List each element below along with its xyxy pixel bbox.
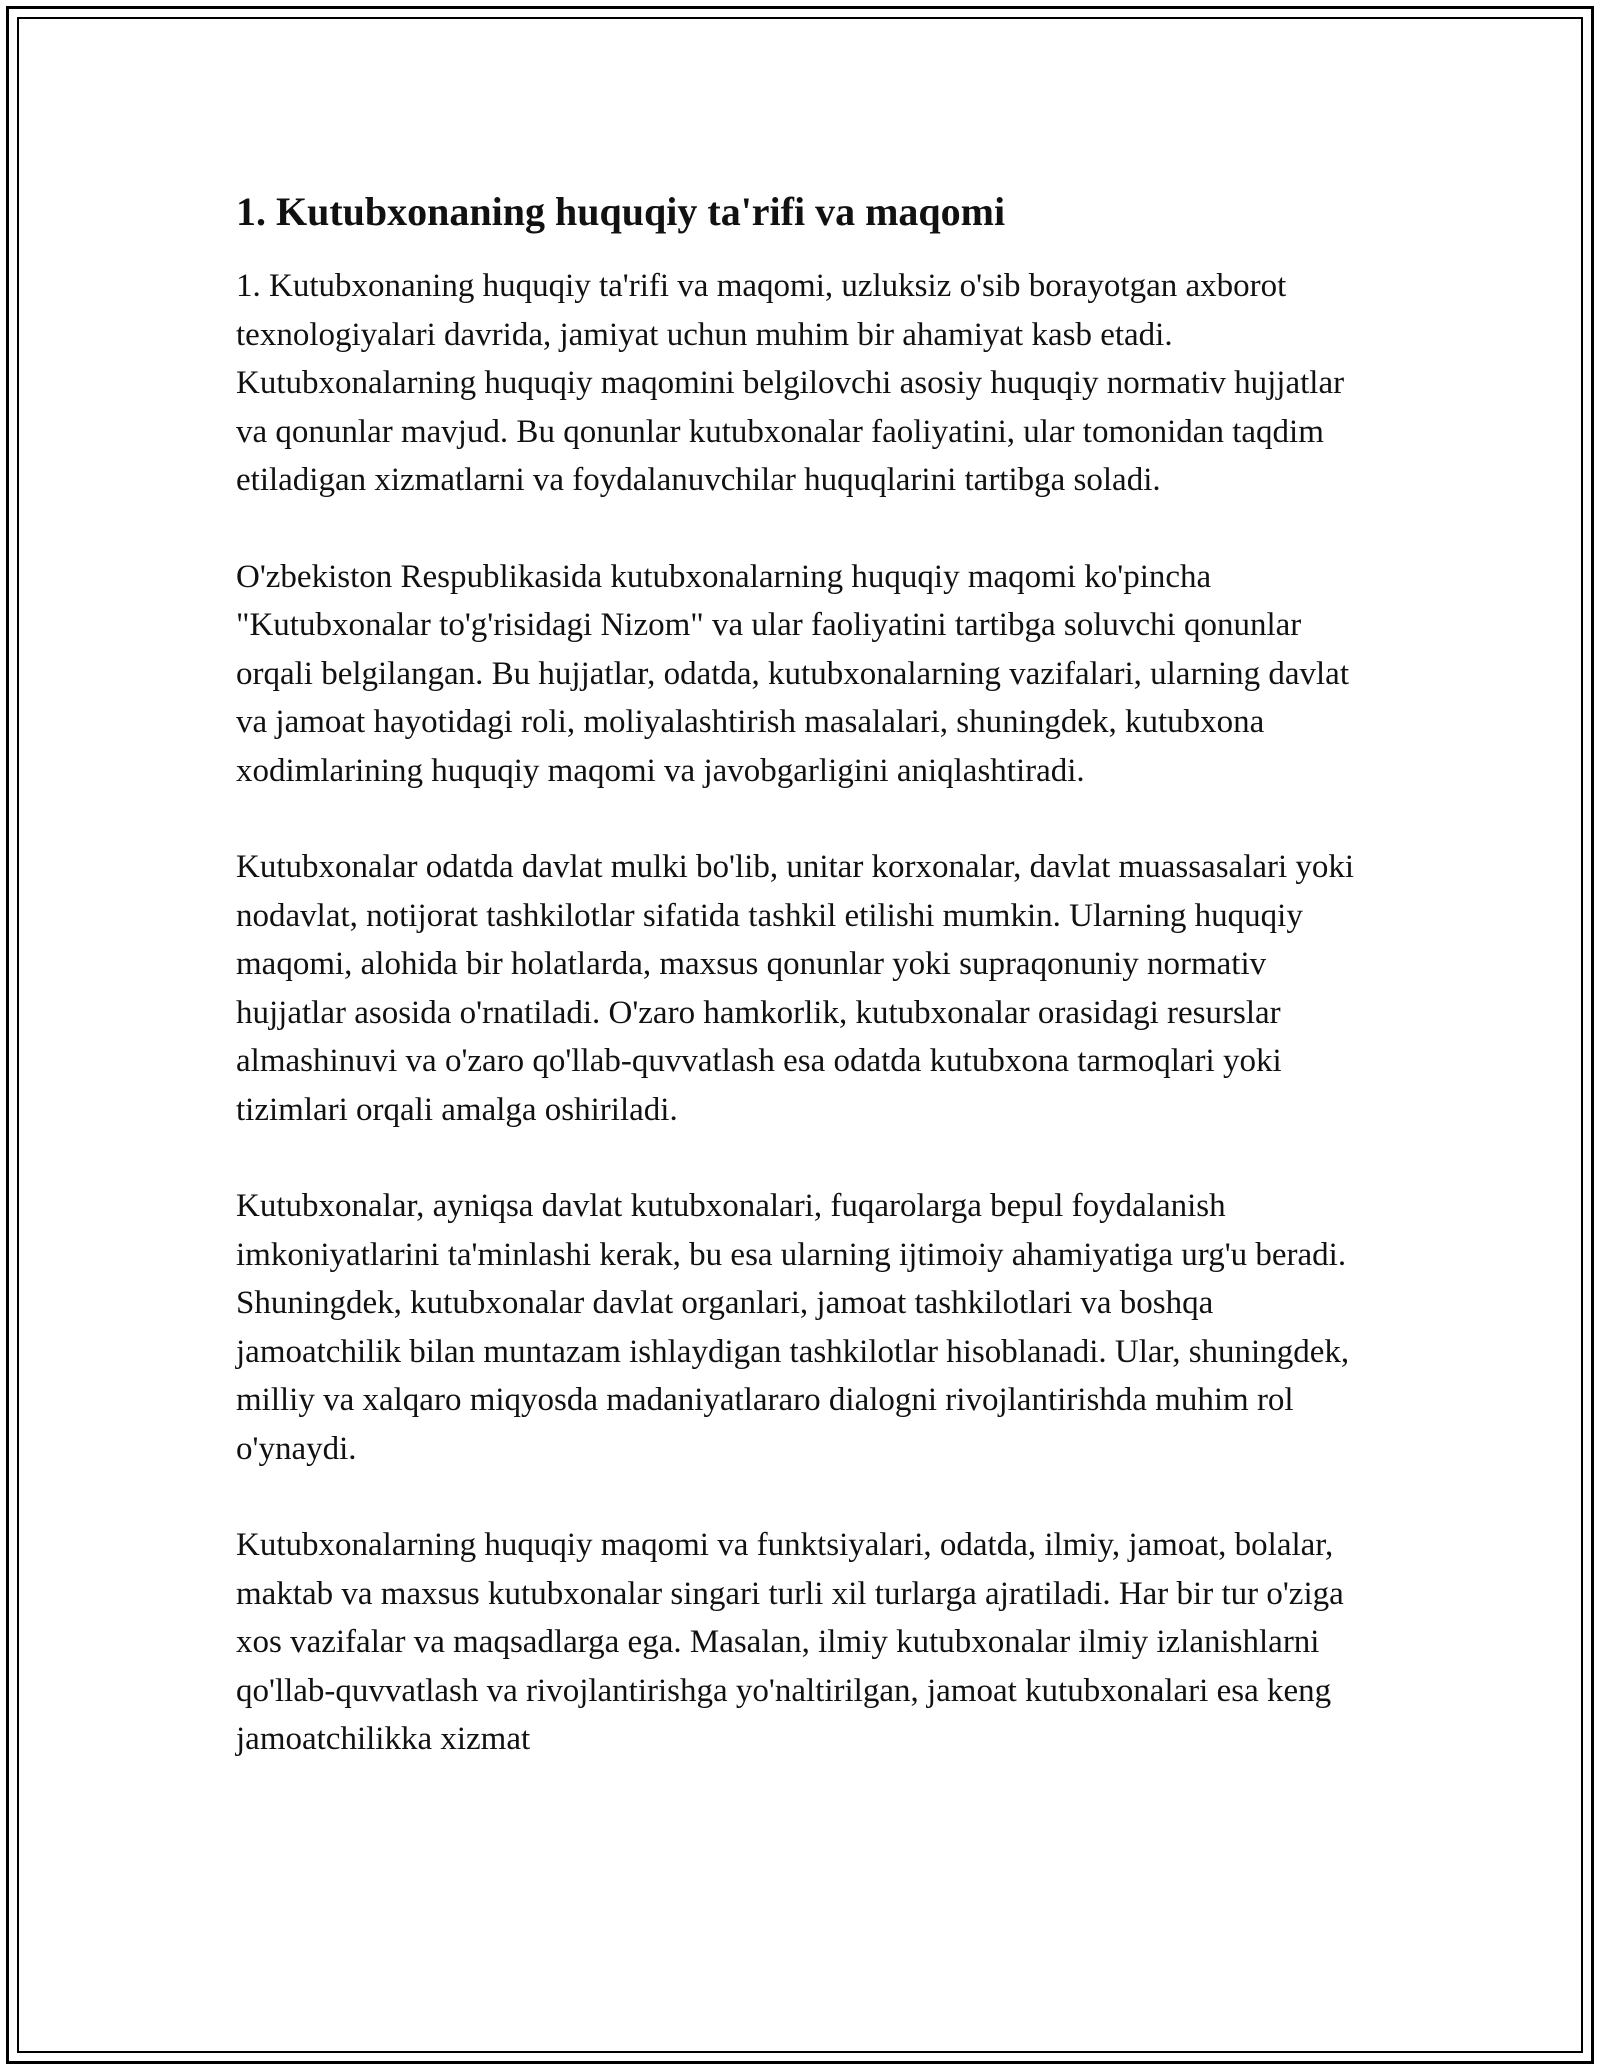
paragraph-1: 1. Kutubxonaning huquqiy ta'rifi va maqomi, uzluksiz o'sib borayotgan axborot texnologiyalari davrida, jamiyat uchun muhim bir ahamiyat kasb etadi. Kutubxonalarning huquqiy maqomini belgilovchi asosiy huquqiy normativ hujjatlar va qonunlar mavjud. Bu qonunlar kutubxonalar faoliyatini, ular tomonidan taqdim etiladigan xizmatlarni va foydalanuvchilar huquqlarini tartibga soladi. xyxy=(236,268,1345,498)
paragraph-3: Kutubxonalar odatda davlat mulki bo'lib, unitar korxonalar, davlat muassasalari yoki nodavlat, notijorat tashkilotlar sifatida tashkil etilishi mumkin. Ularning huquqiy maqomi, alohida bir holatlarda, maxsus qonunlar yoki supraqonuniy normativ hujjatlar asosida o'rnatiladi. O'zaro hamkorlik, kutubxonalar orasidagi resurslar almashinuvi va o'zaro qo'llab-quvvatlash esa odatda kutubxona tarmoqlari yoki tizimlari orqali amalga oshiriladi. xyxy=(236,849,1355,1128)
paragraph-5: Kutubxonalarning huquqiy maqomi va funktsiyalari, odatda, ilmiy, jamoat, bolalar, maktab va maxsus kutubxonalar singari turli xil turlarga ajratiladi. Har bir tur o'ziga xos vazifalar va maqsadlarga ega. Masalan, ilmiy kutubxonalar ilmiy izlanishlarni qo'llab-quvvatlash va rivojlantirishga yo'naltirilgan, jamoat kutubxonalari esa keng jamoatchilikka xizmat xyxy=(236,1527,1344,1757)
paragraph-4: Kutubxonalar, ayniqsa davlat kutubxonalari, fuqarolarga bepul foydalanish imkoniyatlarini ta'minlashi kerak, bu esa ularning ijtimoiy ahamiyatiga urg'u beradi. Shuningdek, kutubxonalar davlat organlari, jamoat tashkilotlari va boshqa jamoatchilik bilan muntazam ishlaydigan tashkilotlar hisoblanadi. Ular, shuningdek, milliy va xalqaro miqyosda madaniyatlararo dialogni rivojlantirishda muhim rol o'ynaydi. xyxy=(236,1188,1350,1467)
section-heading: 1. Kutubxonaning huquqiy ta'rifi va maqomi xyxy=(236,189,1006,234)
document-body xyxy=(236,184,1372,1812)
paragraph-2: O'zbekiston Respublikasida kutubxonalarning huquqiy maqomi ko'pincha "Kutubxonalar to'g'risidagi Nizom" va ular faoliyatini tartibga soluvchi qonunlar orqali belgilangan. Bu hujjatlar, odatda, kutubxonalarning vazifalari, ularning davlat va jamoat hayotidagi roli, moliyalashtirish masalalari, shuningdek, kutubxona xodimlarining huquqiy maqomi va javobgarligini aniqlashtiradi. xyxy=(236,558,1349,789)
